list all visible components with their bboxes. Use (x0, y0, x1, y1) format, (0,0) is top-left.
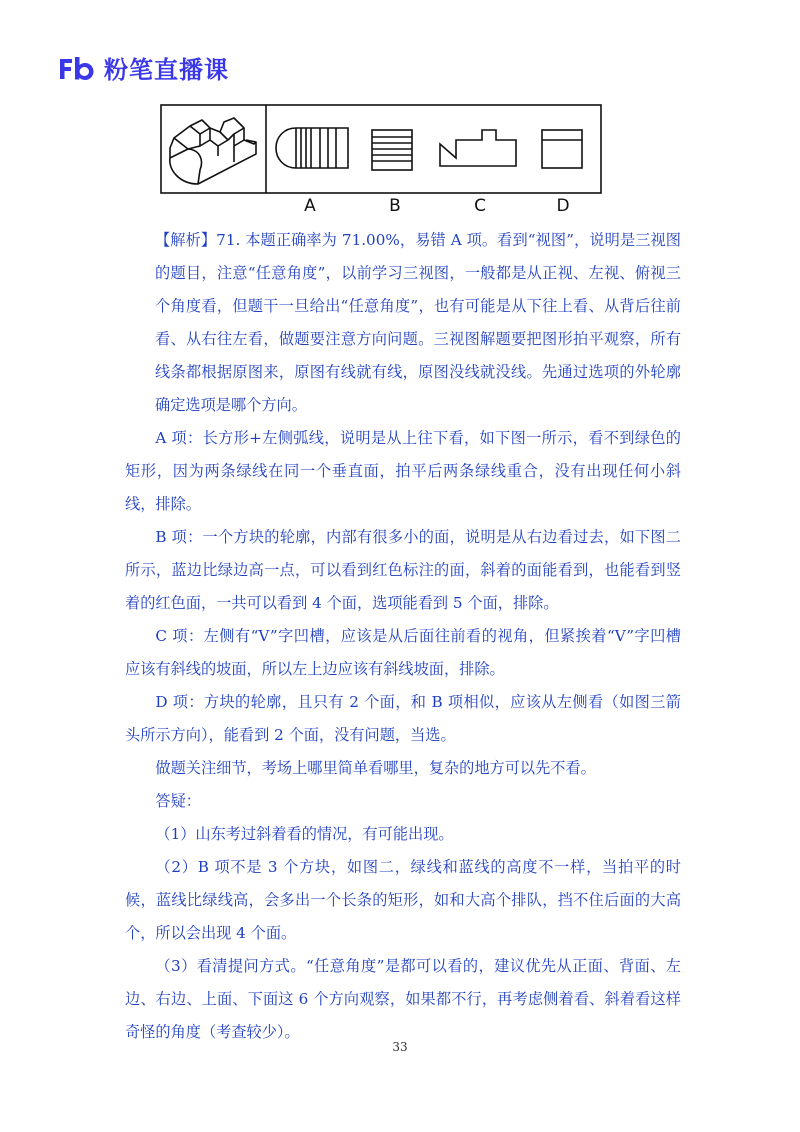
option-b-paragraph: B 项：一个方块的轮廓，内部有很多小的面，说明是从右边看过去，如下图二所示，蓝边比绿边高一点，可以看到红色标注的面，斜着的面能看到，也能看到竖着的红色面，一共可以看到 4 个面，选项能看到 5 个面，排除。 (125, 528, 681, 612)
page-number: 33 (392, 1040, 408, 1054)
logo-text: 粉笔直播课 (104, 56, 229, 84)
explanation-text (125, 224, 681, 1049)
option-label-a: A (304, 196, 316, 216)
option-c-shape (440, 130, 516, 166)
analysis-paragraph: 【解析】71. 本题正确率为 71.00%，易错 A 项。看到“视图”，说明是三视图的题目，注意“任意角度”，以前学习三视图，一般都是从正视、左视、俯视三个角度看，但题干一旦给出“任意角度”，也有可能是从下往上看、从背后往前看、从右往左看，做题要注意方向问题。三视图解题要把图形拍平观察，所有线条都根据原图来，原图有线就有线，原图没线就没线。先通过选项的外轮廓确定选项是哪个方向。 (155, 231, 681, 414)
question-figure (160, 104, 602, 194)
qa-item-3: （3）看清提问方式。“任意角度”是都可以看的，建议优先从正面、背面、左边、右边、上面、下面这 6 个方向观察，如果都不行，再考虑侧着看、斜着看这样奇怪的角度（考查较少）。 (125, 957, 681, 1041)
solid-3d-shape (170, 118, 256, 184)
qa-item-1: （1）山东考过斜着看的情况，有可能出现。 (155, 825, 454, 843)
option-label-c: C (474, 196, 486, 216)
option-label-b: B (389, 196, 401, 216)
qa-item-2: （2）B 项不是 3 个方块，如图二，绿线和蓝线的高度不一样，当拍平的时候，蓝线比绿线高，会多出一个长条的矩形，如和大高个排队，挡不住后面的大高个，所以会出现 4 个面。 (125, 858, 681, 942)
option-b-shape (372, 130, 412, 170)
option-d-paragraph: D 项：方块的轮廓，且只有 2 个面，和 B 项相似，应该从左侧看（如图三箭头所示方向），能看到 2 个面，没有问题，当选。 (125, 693, 681, 744)
option-d-shape (542, 130, 582, 168)
option-a-shape (276, 128, 348, 168)
qa-heading: 答疑： (155, 792, 201, 810)
header-logo (58, 50, 229, 85)
fb-logo-icon (58, 55, 96, 81)
option-c-paragraph: C 项：左侧有“V”字凹槽，应该是从后面往前看的视角，但紧挨着“V”字凹槽应该有斜线的坡面，所以左上边应该有斜线坡面，排除。 (125, 627, 681, 678)
tip-paragraph: 做题关注细节，考场上哪里简单看哪里，复杂的地方可以先不看。 (155, 759, 596, 777)
option-a-paragraph: A 项：长方形+左侧弧线，说明是从上往下看，如下图一所示，看不到绿色的矩形，因为两条绿线在同一个垂直面，拍平后两条绿线重合，没有出现任何小斜线，排除。 (125, 429, 681, 513)
option-label-d: D (556, 196, 570, 216)
